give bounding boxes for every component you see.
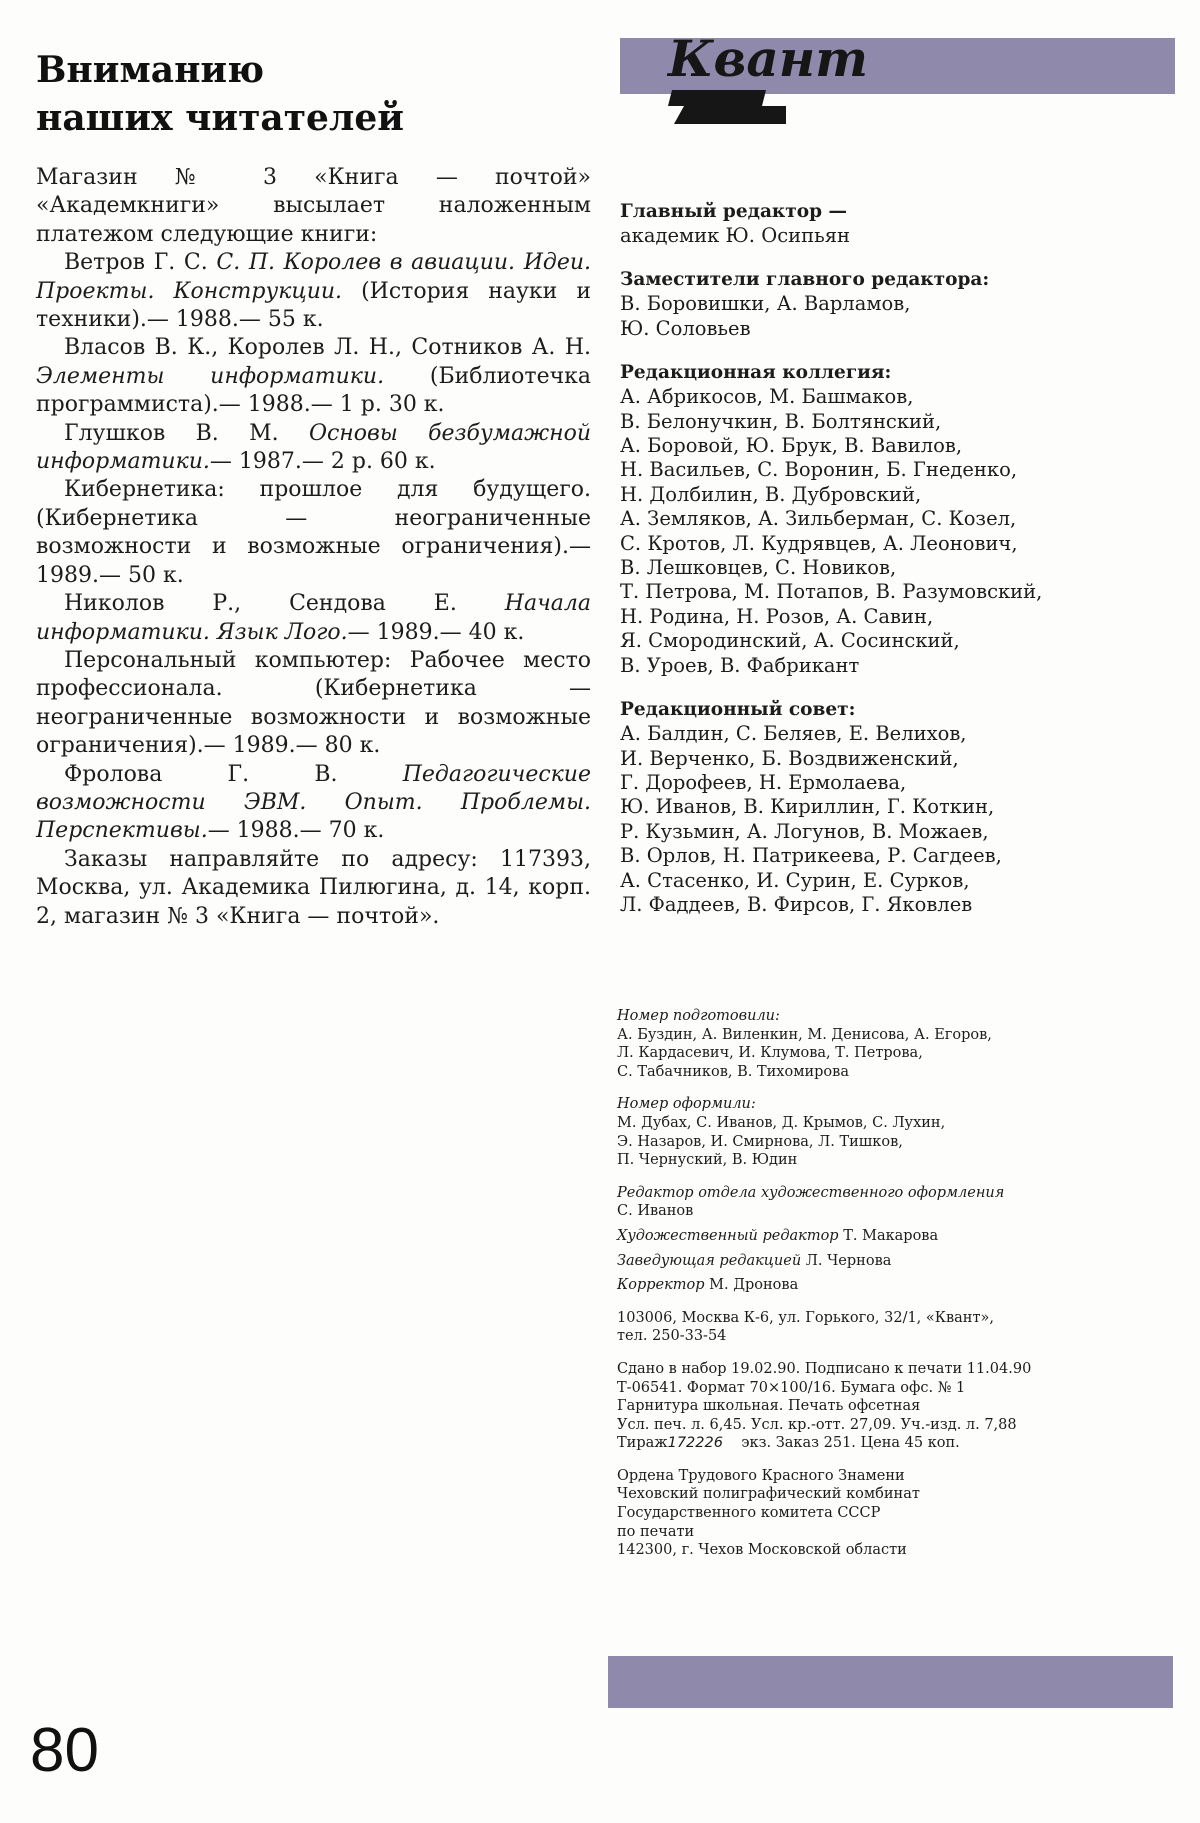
designed-list bbox=[617, 1114, 1177, 1170]
book-details: — 1987.— 2 р. 60 к. bbox=[209, 449, 436, 475]
council-member-line: Ю. Иванов, В. Кириллин, Г. Коткин, bbox=[620, 795, 995, 819]
chief-editor: академик Ю. Осипьян bbox=[620, 224, 851, 247]
book-entry bbox=[36, 647, 591, 761]
designed-line: М. Дубах, С. Иванов, Д. Крымов, С. Лухин, bbox=[617, 1114, 946, 1131]
prepared-list bbox=[617, 1026, 1177, 1082]
board-member-line: А. Абрикосов, М. Башмаков, bbox=[620, 385, 914, 409]
board-member-line: А. Боровой, Ю. Брук, В. Вавилов, bbox=[620, 434, 963, 458]
book-title: Педагогические возможности ЭВМ. Опыт. Проблемы. Перспективы. bbox=[36, 761, 591, 844]
book-entry bbox=[36, 420, 591, 477]
book-author: Фролова Г. В. bbox=[64, 761, 403, 787]
book-details: (Библиотечка программиста).— 1988.— 1 р. 30 к. bbox=[36, 363, 592, 418]
book-author: Николов Р., Сендова Е. bbox=[64, 591, 505, 617]
deputies-title: Заместители главного редактора: bbox=[620, 269, 990, 291]
council-member-line: И. Верченко, Б. Воздвиженский, bbox=[620, 746, 959, 770]
print-line: Сдано в набор 19.02.90. Подписано к печати 11.04.90 bbox=[617, 1360, 1032, 1377]
print-line: Т-06541. Формат 70×100/16. Бумага офс. № 1 bbox=[617, 1379, 966, 1396]
bottom-band bbox=[608, 1656, 1173, 1708]
head-name: Л. Чернова bbox=[805, 1252, 892, 1269]
book-title: Элементы информатики. bbox=[36, 363, 385, 389]
book-details: — 1989.— 40 к. bbox=[347, 619, 525, 645]
book-author: Глушков В. М. bbox=[64, 420, 309, 446]
deputy-line: Ю. Соловьев bbox=[620, 316, 751, 340]
page-title bbox=[36, 46, 591, 142]
council-list bbox=[620, 722, 1180, 917]
kvant-logo-word: Квант bbox=[668, 29, 869, 88]
title-line-2: наших читателей bbox=[36, 97, 404, 139]
print-line: Гарнитура школьная. Печать офсетная bbox=[617, 1398, 921, 1415]
board-member-line: В. Белонучкин, В. Болтянский, bbox=[620, 409, 942, 433]
council-member-line: В. Орлов, Н. Патрикеева, Р. Сагдеев, bbox=[620, 844, 1002, 868]
print-line: Усл. печ. л. 6,45. Усл. кр.-отт. 27,09. Уч.-изд. л. 7,88 bbox=[617, 1416, 1017, 1433]
council-member-line: А. Стасенко, И. Сурин, Е. Сурков, bbox=[620, 868, 970, 892]
proof-name: М. Дронова bbox=[709, 1277, 799, 1294]
notice-body bbox=[36, 164, 591, 931]
council-member-line: Р. Кузьмин, А. Логунов, В. Можаев, bbox=[620, 819, 989, 843]
prepared-line: А. Буздин, А. Виленкин, М. Денисова, А. Егоров, bbox=[617, 1026, 992, 1043]
designed-line: Э. Назаров, И. Смирнова, Л. Тишков, bbox=[617, 1133, 903, 1150]
board-list bbox=[620, 385, 1180, 678]
deputy-line: В. Боровишки, А. Варламов, bbox=[620, 292, 911, 316]
board-member-line: Н. Родина, Н. Розов, А. Савин, bbox=[620, 604, 934, 628]
prepared-line: С. Табачников, В. Тихомирова bbox=[617, 1063, 849, 1080]
art-editor-name: Т. Макарова bbox=[843, 1227, 939, 1244]
page-number: 80 bbox=[30, 1716, 99, 1785]
book-details: — 1988.— 70 к. bbox=[207, 818, 385, 844]
head-editor bbox=[617, 1252, 1177, 1271]
order-price: экз. Заказ 251. Цена 45 коп. bbox=[741, 1435, 960, 1452]
printer-line: Государственного комитета СССР bbox=[617, 1505, 881, 1522]
book-author: Ветров Г. С. bbox=[64, 250, 217, 276]
circulation-line bbox=[617, 1434, 1177, 1453]
kvant-logo-block bbox=[668, 90, 786, 124]
book-title: С. П. Королев в авиации. Идеи. Проекты. Конструкции. bbox=[36, 250, 592, 304]
notice-column bbox=[36, 46, 591, 931]
board-member-line: В. Уроев, В. Фабрикант bbox=[620, 653, 860, 677]
council-member-line: Г. Дорофеев, Н. Ермолаева, bbox=[620, 770, 907, 794]
council-member-line: Л. Фаддеев, В. Фирсов, Г. Яковлев bbox=[620, 892, 973, 916]
book-author: Кибернетика: прошлое для будущего. (Кибернетика — неограниченные возможности и возможные ограничения).— 1989.— 50 к. bbox=[36, 477, 591, 588]
printer-line: Чеховский полиграфический комбинат bbox=[617, 1486, 920, 1503]
head-label: Заведующая редакцией bbox=[617, 1252, 802, 1269]
board-title: Редакционная коллегия: bbox=[620, 362, 892, 384]
intro-paragraph: Магазин № 3 «Книга — почтой» «Академкниги» высылает наложенным платежом следующие книги: bbox=[36, 165, 591, 247]
printer-info bbox=[617, 1467, 1177, 1560]
circulation-label: Тираж bbox=[617, 1435, 668, 1452]
art-dept-label: Редактор отдела художественного оформления bbox=[617, 1184, 1005, 1201]
editorial-board bbox=[620, 200, 1180, 917]
book-details: (История науки и техники).— 1988.— 55 к. bbox=[36, 278, 591, 333]
book-entry bbox=[36, 590, 591, 647]
address-line: тел. 250-33-54 bbox=[617, 1328, 727, 1345]
book-title: Начала информатики. Язык Лого. bbox=[36, 591, 591, 645]
proof-label: Корректор bbox=[617, 1277, 705, 1294]
designed-label: Номер оформили: bbox=[617, 1096, 756, 1113]
editorial-address bbox=[617, 1309, 1177, 1346]
address-line: 103006, Москва К-6, ул. Горького, 32/1, «Квант», bbox=[617, 1309, 994, 1326]
art-editor bbox=[617, 1227, 1177, 1246]
council-member-line: А. Балдин, С. Беляев, Е. Велихов, bbox=[620, 722, 967, 746]
board-member-line: Н. Долбилин, В. Дубровский, bbox=[620, 482, 922, 506]
book-title: Основы безбумажной информатики. bbox=[36, 420, 591, 475]
board-member-line: А. Земляков, А. Зильберман, С. Козел, bbox=[620, 507, 1017, 531]
board-member-line: В. Лешковцев, С. Новиков, bbox=[620, 556, 897, 580]
print-info bbox=[617, 1360, 1177, 1453]
book-author: Персональный компьютер: Рабочее место профессионала. (Кибернетика — неограниченные возможности и возможные ограничения).— 1989.— 80 к. bbox=[36, 647, 591, 759]
board-member-line: Н. Васильев, С. Воронин, Б. Гнеденко, bbox=[620, 458, 1018, 482]
kvant-logo bbox=[660, 26, 870, 130]
art-editor-label: Художественный редактор bbox=[617, 1227, 839, 1244]
deputies-list bbox=[620, 292, 1180, 341]
print-lines bbox=[617, 1360, 1177, 1434]
book-entry bbox=[36, 761, 591, 846]
board-member-line: Я. Смородинский, А. Сосинский, bbox=[620, 629, 960, 653]
art-dept-name: С. Иванов bbox=[617, 1203, 694, 1220]
printer-line: по печати bbox=[617, 1523, 695, 1540]
printer-line: Ордена Трудового Красного Знамени bbox=[617, 1467, 905, 1484]
order-address: Заказы направляйте по адресу: 117393, Москва, ул. Академика Пилюгина, д. 14, корп. 2, магазин № 3 «Книга — почтой». bbox=[36, 846, 591, 929]
proofreader bbox=[617, 1276, 1177, 1295]
book-entry bbox=[36, 334, 591, 419]
title-line-1: Вниманию bbox=[36, 49, 265, 91]
credits bbox=[617, 1007, 1177, 1560]
book-author: Власов В. К., Королев Л. Н., Сотников А. Н. bbox=[64, 335, 591, 361]
designed-line: П. Чернуский, В. Юдин bbox=[617, 1152, 798, 1169]
chief-editor-title: Главный редактор — bbox=[620, 201, 847, 222]
circulation-value: 172226 bbox=[667, 1435, 723, 1452]
prepared-label: Номер подготовили: bbox=[617, 1008, 780, 1024]
board-member-line: С. Кротов, Л. Кудрявцев, А. Леонович, bbox=[620, 531, 1018, 555]
book-entry bbox=[36, 476, 591, 590]
council-title: Редакционный совет: bbox=[620, 699, 856, 721]
book-entry bbox=[36, 249, 591, 334]
printer-line: 142300, г. Чехов Московской области bbox=[617, 1542, 907, 1559]
prepared-line: Л. Кардасевич, И. Клумова, Т. Петрова, bbox=[617, 1045, 923, 1062]
board-member-line: Т. Петрова, М. Потапов, В. Разумовский, bbox=[620, 580, 1043, 604]
